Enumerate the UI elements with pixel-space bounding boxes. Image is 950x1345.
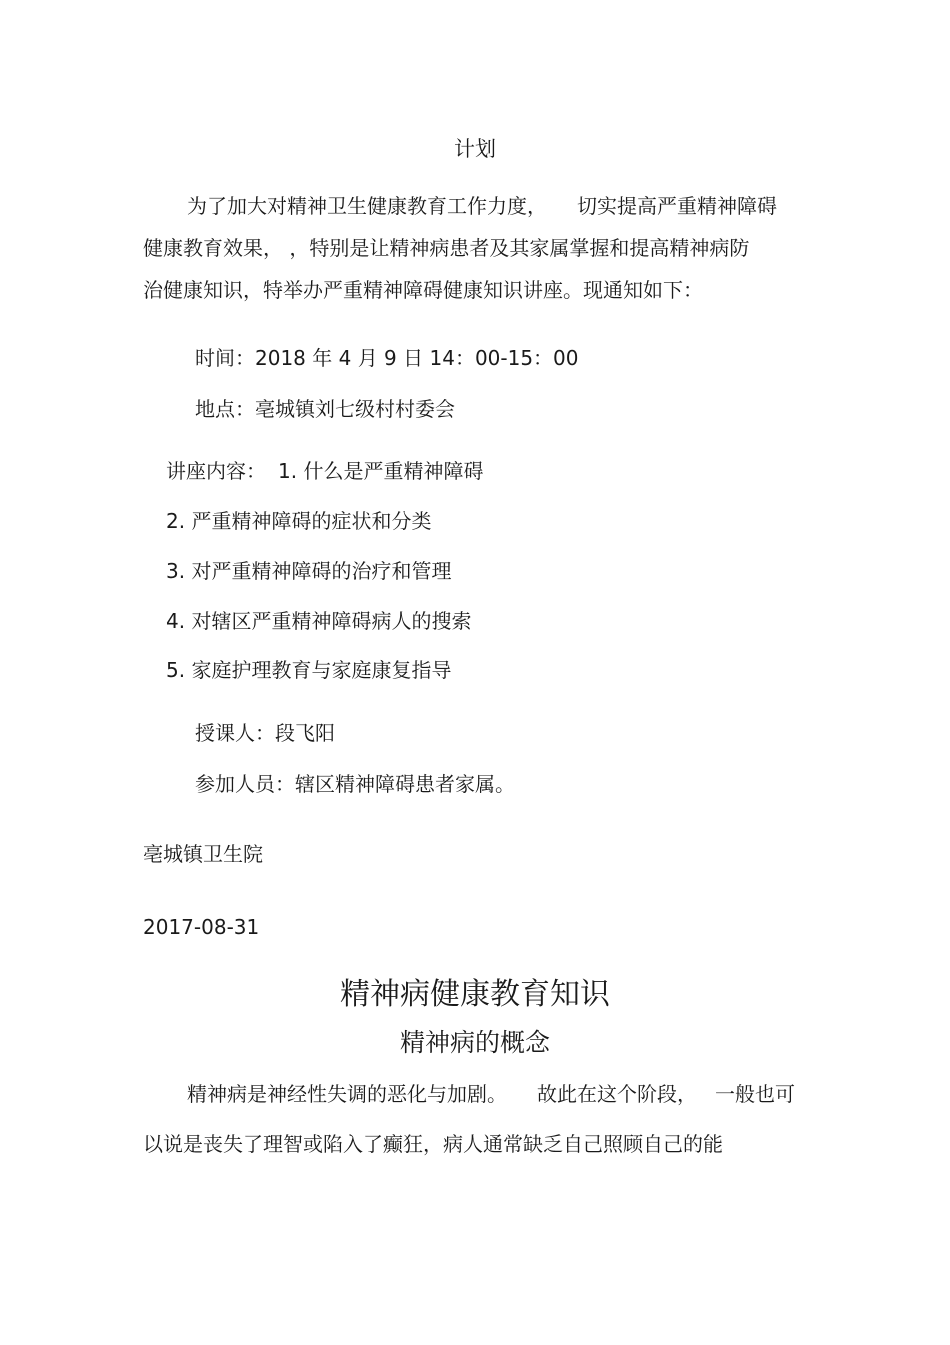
intro-line-1a: 为了加大对精神卫生健康教育工作力度， bbox=[187, 194, 547, 218]
section-line-2: 以说是丧失了理智或陷入了癫狂，病人通常缺乏自己照顾自己的能 bbox=[143, 1132, 723, 1156]
content-heading: 讲座内容： bbox=[166, 459, 266, 483]
content-item-4: 4. 对辖区严重精神障碍病人的搜索 bbox=[166, 609, 472, 633]
intro-line-3: 治健康知识，特举办严重精神障碍健康知识讲座。现通知如下： bbox=[143, 278, 703, 302]
intro-paragraph bbox=[143, 192, 813, 318]
content-heading-row bbox=[166, 459, 483, 483]
section-line-1b: 故此在这个阶段， bbox=[537, 1082, 697, 1106]
event-location: 地点：亳城镇刘七级村村委会 bbox=[195, 397, 455, 421]
section-paragraph bbox=[143, 1080, 813, 1172]
section-title: 精神病健康教育知识 bbox=[340, 977, 610, 1012]
content-item-5: 5. 家庭护理教育与家庭康复指导 bbox=[166, 658, 452, 682]
section-line-1c: 一般也可 bbox=[715, 1082, 795, 1106]
section-line-1a: 精神病是神经性失调的恶化与加剧。 bbox=[187, 1082, 507, 1106]
organization: 亳城镇卫生院 bbox=[143, 842, 263, 866]
content-item-3: 3. 对严重精神障碍的治疗和管理 bbox=[166, 559, 452, 583]
event-time: 时间：2018 年 4 月 9 日 14：00-15：00 bbox=[195, 346, 579, 370]
intro-line-2: 健康教育效果， ，特别是让精神病患者及其家属掌握和提高精神病防 bbox=[143, 236, 750, 260]
intro-line-1b: 切实提高严重精神障碍 bbox=[577, 194, 777, 218]
subsection-title: 精神病的概念 bbox=[399, 1028, 550, 1057]
document-title: 计划 bbox=[454, 137, 496, 161]
attendees: 参加人员：辖区精神障碍患者家属。 bbox=[195, 772, 515, 796]
content-item-1: 1. 什么是严重精神障碍 bbox=[278, 459, 484, 483]
lecturer: 授课人：段飞阳 bbox=[195, 721, 335, 745]
content-item-2: 2. 严重精神障碍的症状和分类 bbox=[166, 509, 432, 533]
document-date: 2017-08-31 bbox=[143, 915, 260, 939]
